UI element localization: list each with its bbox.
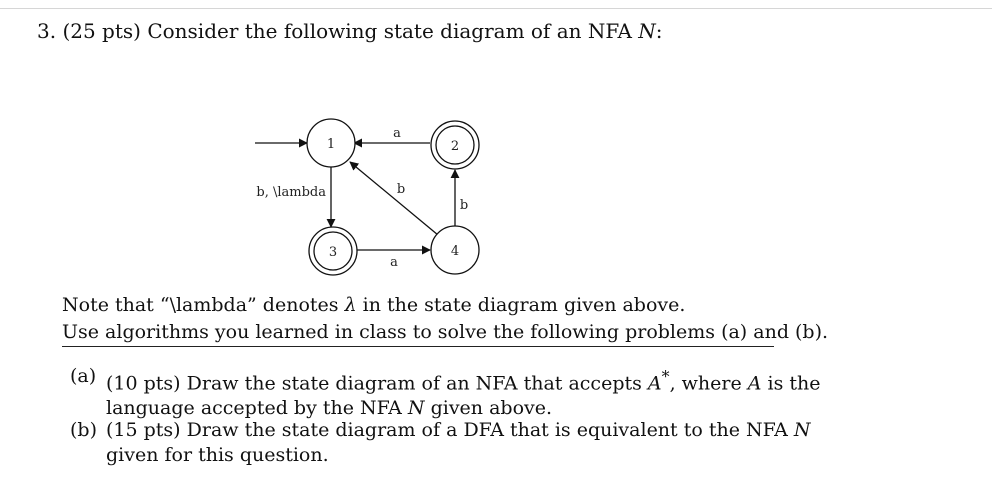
part-a-star: *	[661, 367, 670, 386]
question-suffix: :	[655, 19, 663, 43]
part-b-text	[106, 418, 840, 468]
part-a	[70, 364, 840, 421]
part-a-nfa-name: N	[407, 397, 425, 420]
state-2-label: 2	[450, 139, 460, 154]
part-a-t4: given above.	[424, 397, 553, 420]
note-after: in the state diagram given above.	[356, 294, 686, 316]
part-b-tag: (b)	[70, 419, 97, 441]
state-3-label: 3	[328, 245, 338, 260]
part-a-t1: (10 pts) Draw the state diagram of an NFA that accepts	[106, 372, 648, 395]
note-before: Note that “\lambda” denotes	[62, 294, 345, 316]
state-4-label: 4	[450, 244, 460, 259]
state-4	[431, 226, 479, 274]
part-b	[70, 418, 840, 468]
part-b-t1: (15 pts) Draw the state diagram of a DFA that is equivalent to the NFA	[106, 419, 794, 441]
part-a-tag: (a)	[70, 365, 97, 387]
label-2-to-1: a	[393, 126, 401, 141]
part-a-t3: is the language accepted by the NFA	[106, 372, 821, 420]
part-a-language-a-2: A	[747, 372, 762, 395]
state-1-label: 1	[326, 137, 336, 152]
transition-4-to-1	[350, 162, 438, 235]
label-3-to-4: a	[390, 255, 398, 270]
state-2	[431, 121, 479, 169]
part-b-nfa-name: N	[793, 419, 811, 441]
part-a-t2: , where	[669, 372, 748, 395]
nfa-name: N	[638, 19, 656, 43]
part-b-t2: given for this question.	[106, 444, 329, 466]
instruction: Use algorithms you learned in class to solve the following problems (a) and (b).	[62, 321, 829, 343]
part-a-language-a: A	[647, 372, 662, 395]
label-4-to-1: b	[396, 182, 406, 197]
lambda-symbol: λ	[344, 294, 357, 316]
part-a-text	[106, 364, 840, 421]
lambda-note	[62, 294, 685, 316]
question-prefix: 3. (25 pts) Consider the following state diagram of an NFA	[37, 19, 639, 43]
state-1	[307, 119, 355, 167]
state-3	[309, 227, 357, 275]
label-1-to-3: b, \lambda	[256, 185, 326, 200]
label-4-to-2: b	[459, 198, 469, 213]
instruction-underline	[62, 346, 774, 347]
